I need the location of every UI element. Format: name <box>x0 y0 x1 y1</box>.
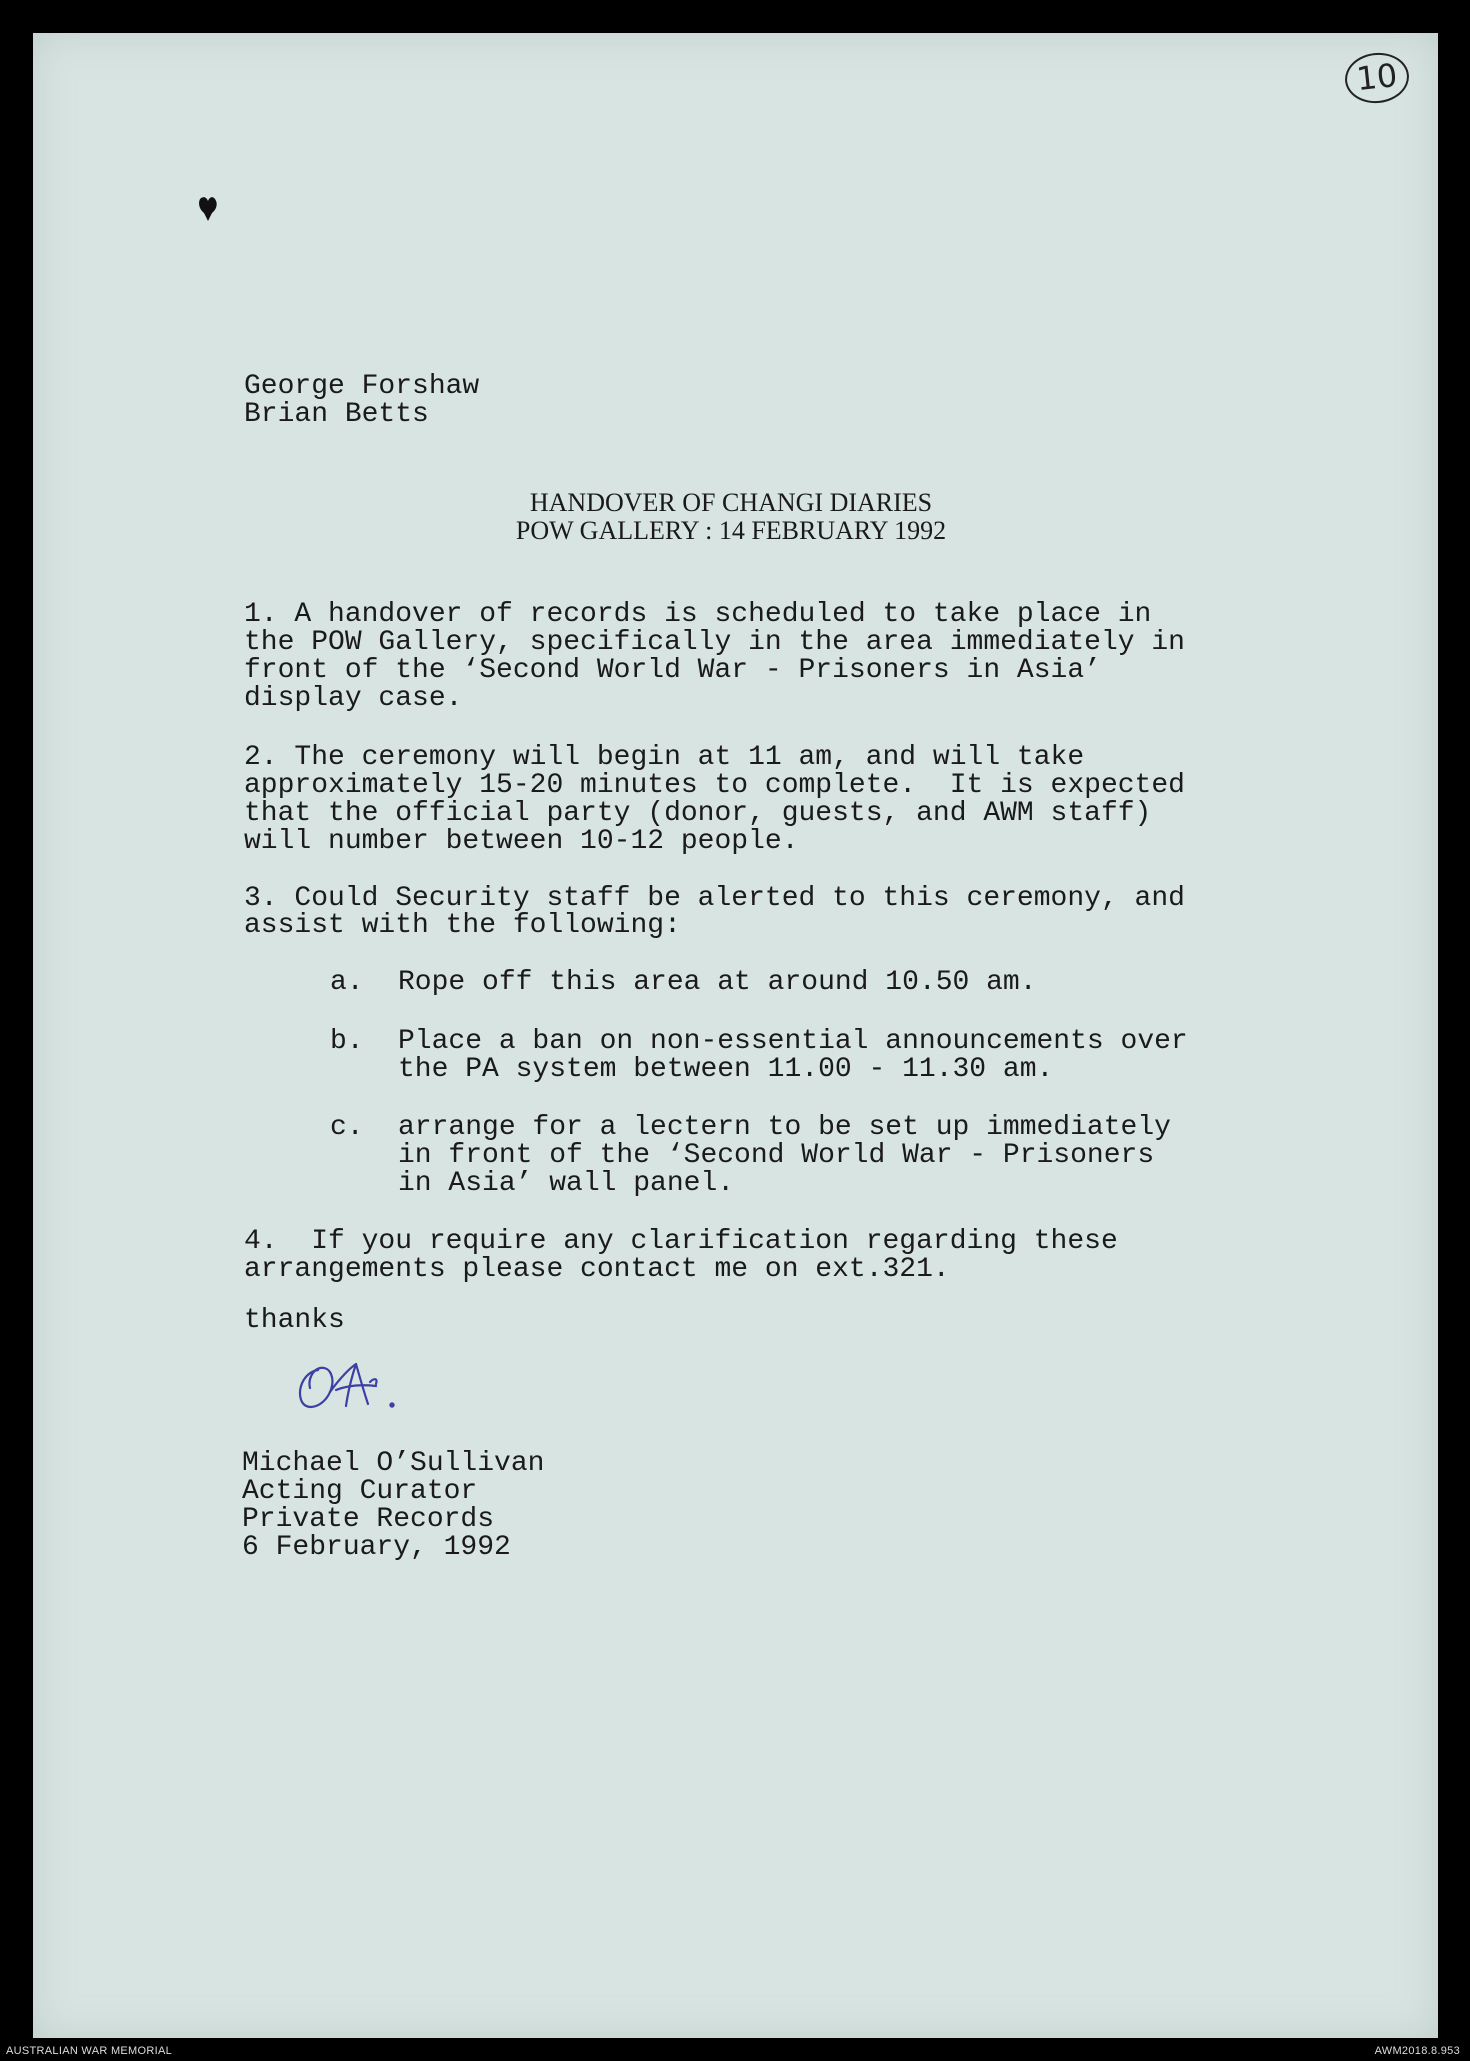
paragraph-1-line: display case. <box>244 683 463 714</box>
paragraph-2-line: that the official party (donor, guests, and AWM staff) <box>244 798 1152 829</box>
list-item-line: arrange for a lectern to be set up immediately <box>398 1112 1171 1143</box>
signatory-name: Michael O’Sullivan <box>242 1448 545 1479</box>
archive-credit: AUSTRALIAN WAR MEMORIAL <box>6 2045 173 2057</box>
punch-hole-mark <box>196 193 220 223</box>
paragraph-1-line: front of the ‘Second World War - Prisoners in Asia’ <box>244 655 1101 686</box>
document-date: 6 February, 1992 <box>242 1532 511 1563</box>
page-number-circled: 10 <box>1343 50 1412 106</box>
archive-reference: AWM2018.8.953 <box>1374 2045 1460 2057</box>
memo-heading-line1: HANDOVER OF CHANGI DIARIES <box>529 488 933 517</box>
recipient-line: George Forshaw <box>244 371 480 402</box>
list-item-line: Place a ban on non-essential announcements over <box>398 1026 1188 1057</box>
memo-heading-line2: POW GALLERY : 14 FEBRUARY 1992 <box>515 516 947 545</box>
paragraph-2-line: approximately 15-20 minutes to complete. It is expected <box>244 770 1185 801</box>
paragraph-1-line: the POW Gallery, specifically in the area immediately in <box>244 627 1185 658</box>
list-item-line: Rope off this area at around 10.50 am. <box>398 967 1037 998</box>
recipient-line: Brian Betts <box>244 399 429 430</box>
list-item-line: in front of the ‘Second World War - Prisoners <box>398 1140 1155 1171</box>
list-item-line: the PA system between 11.00 - 11.30 am. <box>398 1054 1054 1085</box>
paragraph-2-line: 2. The ceremony will begin at 11 am, and will take <box>244 742 1085 773</box>
paragraph-4-line: arrangements please contact me on ext.321. <box>244 1254 950 1285</box>
list-item-line: in Asia’ wall panel. <box>398 1168 735 1199</box>
paragraph-3-line: assist with the following: <box>244 910 681 941</box>
paragraph-4-line: 4. If you require any clarification regarding these <box>244 1226 1118 1257</box>
list-item-marker: c. <box>330 1112 364 1143</box>
signatory-title: Acting Curator <box>242 1476 478 1507</box>
paragraph-1-line: 1. A handover of records is scheduled to take place in <box>244 599 1152 630</box>
handwritten-signature <box>290 1348 415 1418</box>
paragraph-3-line: 3. Could Security staff be alerted to this ceremony, and <box>244 883 1185 914</box>
paragraph-2-line: will number between 10-12 people. <box>244 826 799 857</box>
signatory-department: Private Records <box>242 1504 495 1535</box>
closing-text: thanks <box>244 1305 345 1336</box>
list-item-marker: b. <box>330 1026 364 1057</box>
list-item-marker: a. <box>330 967 364 998</box>
